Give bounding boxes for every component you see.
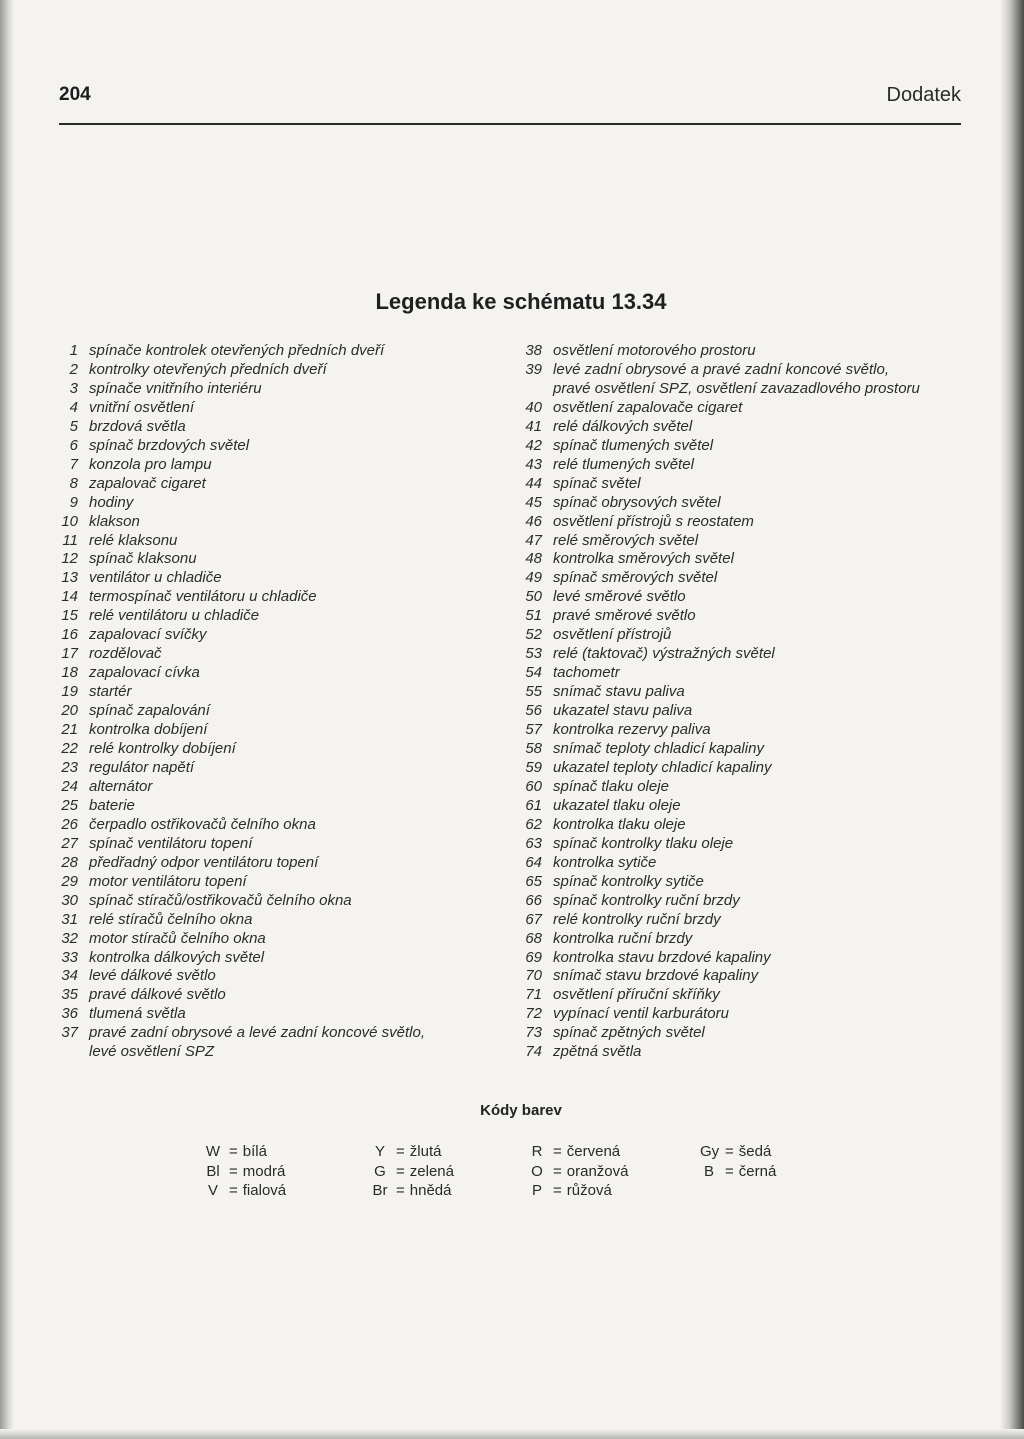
color-name: černá [738,1162,777,1180]
legend-item-text: relé klaksonu [89,531,178,549]
legend-item-number: 21 [61,721,78,739]
legend-item-text: motor stíračů čelního okna [89,929,266,947]
legend-item-number: 24 [61,777,78,795]
legend-item [56,1024,476,1043]
color-code: G [374,1162,386,1180]
legend-item [520,513,960,532]
legend-item-number: 17 [61,645,78,663]
legend-item-text: brzdová světla [89,417,186,435]
legend-item-number: 57 [525,721,542,739]
legend-item-number: 73 [525,1024,542,1042]
legend-item-number: 10 [61,512,78,530]
legend-item [520,569,960,588]
legend-item-number: 60 [525,777,542,795]
legend-item-text: kontrolka stavu brzdové kapaliny [553,948,771,966]
legend-item [520,740,960,759]
legend-item-text: tlumená světla [89,1005,186,1023]
legend-item [56,854,476,873]
color-code: B [703,1162,714,1180]
legend-item-number: 59 [525,758,542,776]
legend-item [520,986,960,1005]
legend-item-text: osvětlení motorového prostoru [553,342,756,359]
equals-sign: = [725,1162,734,1180]
color-codes-column-1 [204,1142,286,1201]
legend-item-number: 51 [525,607,542,625]
legend-item-number: 34 [61,967,78,985]
legend-item-number: 61 [525,796,542,814]
legend-item-number: 35 [61,986,78,1004]
legend-item-text: relé směrových světel [553,531,699,549]
legend-item-number: 53 [525,645,542,663]
color-code-entry [204,1162,286,1182]
legend-item-number: 52 [525,626,542,644]
legend-item-number: 7 [69,455,78,473]
page-number: 204 [59,84,91,105]
legend-item [520,532,960,551]
legend-item-text: kontrolka rezervy paliva [553,721,711,739]
legend-item-text: tachometr [553,664,620,682]
color-code-entry [528,1181,628,1201]
legend-item-text: alternátor [89,777,153,795]
legend-item-text: spínač stíračů/ostřikovačů čelního okna [89,891,352,909]
legend-item-number: 28 [61,853,78,871]
color-code: O [531,1162,543,1180]
legend-item-number: 72 [525,1005,542,1023]
legend-item [520,1043,960,1062]
legend-item [56,342,476,361]
legend-item [56,437,476,456]
legend-item-number: 64 [525,853,542,871]
color-name: žlutá [409,1143,442,1160]
legend-item-text: snímač teploty chladicí kapaliny [553,740,764,758]
legend-item-number: 65 [525,872,542,890]
legend-item-number: 6 [69,436,78,454]
legend-item [520,930,960,949]
color-code-entry [700,1162,776,1182]
legend-item-number: 56 [525,702,542,720]
legend-item-text: levé směrové světlo [553,588,686,606]
legend-item [56,892,476,911]
legend-item-number: 33 [61,948,78,966]
legend-item [56,380,476,399]
page-edge-bottom [0,1429,1024,1439]
color-code-entry [528,1142,628,1162]
legend-item-text: spínač směrových světel [553,569,718,587]
legend-item-number: 22 [61,740,78,758]
legend-item-text: spínač zpětných světel [553,1024,705,1042]
legend-item-number: 63 [525,834,542,852]
legend-item-text: pravé zadní obrysové a levé zadní koncové světlo, [89,1024,426,1042]
legend-item [520,456,960,475]
page-edge-left [0,0,14,1439]
color-codes-column-4 [700,1142,776,1181]
legend-item-text: snímač stavu paliva [553,683,685,701]
legend-item [56,607,476,626]
equals-sign: = [229,1162,238,1180]
legend-item [520,892,960,911]
legend-item [520,759,960,778]
legend-item-text: snímač stavu brzdové kapaliny [553,967,759,985]
legend-item-number: 31 [61,910,78,928]
color-codes-column-2 [371,1142,454,1201]
legend-item-number: 19 [61,683,78,701]
header-rule [59,123,961,125]
legend-item [56,778,476,797]
color-code: Y [374,1143,385,1160]
legend-item-text: kontrolka tlaku oleje [553,815,686,833]
color-name: růžová [566,1182,612,1199]
legend-item-text: spínač kontrolky tlaku oleje [553,834,734,852]
legend-item-text: spínač světel [553,474,641,492]
legend-item-number: 29 [61,872,78,890]
legend-item-text: relé ventilátoru u chladiče [89,607,260,625]
legend-item-number: 48 [525,550,542,568]
legend-item-text: levé zadní obrysové a pravé zadní koncové světlo, [553,360,890,378]
legend-item-number: 1 [69,342,78,359]
legend-item-text: kontrolky otevřených předních dveří [89,360,327,378]
legend-item-number: 55 [525,683,542,701]
equals-sign: = [396,1162,405,1180]
legend-item [56,873,476,892]
color-code: V [207,1182,218,1199]
section-title: Dodatek [886,84,961,106]
legend-item [520,494,960,513]
legend-item [56,569,476,588]
legend-item [56,702,476,721]
legend-item-number: 44 [525,474,542,492]
legend-item [56,967,476,986]
legend-item-number: 26 [61,815,78,833]
legend-item-number: 39 [525,360,542,378]
color-code-entry [700,1142,776,1162]
legend-item [56,683,476,702]
legend-item-text: konzola pro lampu [89,455,212,473]
legend-item [56,456,476,475]
legend-item [56,664,476,683]
color-code-entry [204,1181,286,1201]
legend-item-text: kontrolka sytiče [553,853,657,871]
legend-item-number: 38 [525,342,542,359]
legend-item-number: 74 [525,1043,542,1061]
legend-item [520,475,960,494]
legend-item [56,645,476,664]
equals-sign: = [396,1143,405,1160]
legend-item-number: 3 [69,379,78,397]
legend-item [56,626,476,645]
legend-item [520,1005,960,1024]
legend-item-text: spínač ventilátoru topení [89,834,253,852]
legend-item-number: 41 [525,417,542,435]
color-code: P [531,1182,542,1199]
legend-item [520,854,960,873]
legend-item-text: ukazatel teploty chladicí kapaliny [553,758,772,776]
legend-item-number: 23 [61,758,78,776]
legend-item [56,816,476,835]
legend-item-text: relé dálkových světel [553,417,693,435]
equals-sign: = [229,1143,238,1160]
color-name: modrá [242,1162,286,1180]
legend-item [56,759,476,778]
legend-item [520,380,960,399]
legend-item-number: 18 [61,664,78,682]
legend-item-number: 12 [61,550,78,568]
legend-item [520,797,960,816]
legend-item-text: relé tlumených světel [553,455,694,473]
legend-item-text: klakson [89,512,140,530]
legend-item-text: zapalovací cívka [89,664,200,682]
legend-item-text: spínač zapalování [89,702,210,720]
legend-item-number: 49 [525,569,542,587]
legend-item [520,835,960,854]
color-code: Br [372,1182,388,1199]
legend-item [520,399,960,418]
legend-item-number: 58 [525,740,542,758]
legend-item [56,835,476,854]
legend-item-number: 40 [525,398,542,416]
legend-item [520,949,960,968]
equals-sign: = [553,1143,562,1160]
equals-sign: = [553,1182,562,1199]
legend-item-number: 71 [525,986,542,1004]
color-code: Gy [700,1143,720,1160]
legend-item-number: 54 [525,664,542,682]
legend-item [56,986,476,1005]
legend-item-text: kontrolka ruční brzdy [553,929,693,947]
color-code: W [205,1143,221,1160]
legend-item-number: 67 [525,910,542,928]
legend-item [520,645,960,664]
legend-item [520,911,960,930]
legend-item-text: motor ventilátoru topení [89,872,247,890]
legend-item [56,361,476,380]
legend-item [56,1005,476,1024]
legend-item-text: spínač tlumených světel [553,436,714,454]
legend-title: Legenda ke schématu 13.34 [375,289,667,314]
color-name: bílá [242,1143,267,1160]
legend-item [520,967,960,986]
legend-item-text: hodiny [89,493,134,511]
page-header [59,84,961,108]
legend-item [56,930,476,949]
color-name: fialová [242,1182,287,1199]
legend-item-text: osvětlení zapalovače cigaret [553,398,743,416]
legend-item-text: relé kontrolky dobíjení [89,740,236,758]
color-code-entry [528,1162,628,1182]
legend-item [520,816,960,835]
color-name: šedá [738,1143,772,1160]
legend-item-text: levé dálkové světlo [89,967,216,985]
legend-item-number: 2 [69,360,78,378]
legend-item-text: spínač obrysových světel [553,493,721,511]
legend-item-text: spínač brzdových světel [89,436,250,454]
color-code-entry [371,1181,454,1201]
legend-item-number: 5 [69,417,78,435]
legend-item [56,1043,476,1062]
legend-item-text: pravé dálkové světlo [89,986,226,1004]
legend-item-number: 69 [525,948,542,966]
legend-item-number: 66 [525,891,542,909]
legend-item-text: vypínací ventil karburátoru [553,1005,729,1023]
legend-item-number: 16 [61,626,78,644]
legend-item [56,532,476,551]
legend-item-text: termospínač ventilátoru u chladiče [89,588,317,606]
legend-item [520,607,960,626]
legend-item-text: spínače vnitřního interiéru [89,379,262,397]
legend-item-text: relé kontrolky ruční brzdy [553,910,721,928]
legend-item-text: relé stíračů čelního okna [89,910,253,928]
legend-item [520,778,960,797]
legend-item-text: pravé směrové světlo [553,607,696,625]
legend-item-text: rozdělovač [89,645,162,663]
legend-item [520,683,960,702]
legend-item-text: čerpadlo ostřikovačů čelního okna [89,815,316,833]
legend-item-text: ukazatel stavu paliva [553,702,693,720]
legend-item [56,494,476,513]
legend-item-number: 20 [61,702,78,720]
legend-item-text: kontrolka směrových světel [553,550,734,568]
legend-item [56,513,476,532]
legend-item-number: 11 [62,531,78,549]
legend-item [56,740,476,759]
legend-item-number: 47 [525,531,542,549]
legend-item-number: 36 [61,1005,78,1023]
legend-item-text: kontrolka dobíjení [89,721,208,739]
equals-sign: = [553,1162,562,1180]
legend-item [520,437,960,456]
equals-sign: = [229,1182,238,1199]
color-name: oranžová [566,1162,629,1180]
legend-item-text: spínač kontrolky ruční brzdy [553,891,740,909]
legend-item-text: spínač klaksonu [89,550,197,568]
legend-item-text: regulátor napětí [89,758,195,776]
legend-right-column [520,342,960,1062]
legend-item-number: 46 [525,512,542,530]
color-code: Bl [206,1162,220,1180]
legend-item-number: 37 [61,1024,78,1042]
legend-item [520,588,960,607]
legend-item [520,626,960,645]
legend-item-text: spínač kontrolky sytiče [553,872,704,890]
color-code-entry [204,1142,286,1162]
legend-item-number [56,1043,78,1062]
legend-item [520,721,960,740]
legend-item-number: 43 [525,455,542,473]
legend-item-number: 15 [61,607,78,625]
legend-item-number: 50 [525,588,542,606]
legend-item-text: osvětlení příruční skříňky [553,986,720,1004]
legend-item [520,1024,960,1043]
page-edge-right [1000,0,1024,1439]
legend-item-text: startér [89,683,132,701]
legend-item-text: spínače kontrolek otevřených předních dveří [89,342,385,359]
color-name: hnědá [409,1182,452,1199]
legend-item-text: vnitřní osvětlení [89,398,195,416]
legend-item-text: spínač tlaku oleje [553,777,669,795]
legend-item-text: zapalovač cigaret [89,474,206,492]
color-name: červená [566,1143,621,1160]
legend-item-text: osvětlení přístrojů s reostatem [553,512,754,530]
legend-item [56,797,476,816]
legend-item-number: 30 [61,891,78,909]
legend-item-number: 14 [61,588,78,606]
legend-item [520,361,960,380]
legend-item-number: 45 [525,493,542,511]
color-name: zelená [409,1162,454,1180]
color-codes-column-3 [528,1142,628,1201]
legend-item-number: 42 [525,436,542,454]
equals-sign: = [725,1143,734,1160]
legend-item-text: kontrolka dálkových světel [89,948,265,966]
color-code-entry [371,1142,454,1162]
legend-item [56,399,476,418]
legend-item-text: pravé osvětlení SPZ, osvětlení zavazadlového prostoru [553,379,920,397]
legend-item-text: levé osvětlení SPZ [89,1043,215,1061]
legend-item [520,702,960,721]
legend-item-number: 32 [61,929,78,947]
color-codes-title: Kódy barev [480,1102,562,1119]
legend-item [56,949,476,968]
legend-item-number: 68 [525,929,542,947]
legend-item-number: 9 [69,493,78,511]
legend-item-number: 13 [61,569,78,587]
legend-item [520,342,960,361]
legend-item-text: relé (taktovač) výstražných světel [553,645,775,663]
legend-item [520,873,960,892]
legend-item [56,588,476,607]
legend-item [56,721,476,740]
legend-item-text: baterie [89,796,135,814]
legend-item [520,664,960,683]
legend-item-number: 70 [525,967,542,985]
legend-item-text: zapalovací svíčky [89,626,207,644]
legend-item-number: 62 [525,815,542,833]
legend-item-text: ukazatel tlaku oleje [553,796,681,814]
color-code: R [531,1143,543,1160]
legend-item [520,550,960,569]
legend-item-number: 8 [69,474,78,492]
legend-item-number: 27 [61,834,78,852]
legend-item-text: osvětlení přístrojů [553,626,672,644]
legend-left-column [56,342,476,1062]
legend-item [520,418,960,437]
equals-sign: = [396,1182,405,1199]
legend-item [56,911,476,930]
legend-item [56,475,476,494]
color-code-entry [371,1162,454,1182]
legend-item-text: předřadný odpor ventilátoru topení [89,853,319,871]
legend-item [56,550,476,569]
legend-item-number [520,380,542,399]
legend-item-number: 4 [69,398,78,416]
legend-item-text: zpětná světla [553,1043,642,1061]
legend-item-text: ventilátor u chladiče [89,569,222,587]
legend-item [56,418,476,437]
legend-item-number: 25 [61,796,78,814]
